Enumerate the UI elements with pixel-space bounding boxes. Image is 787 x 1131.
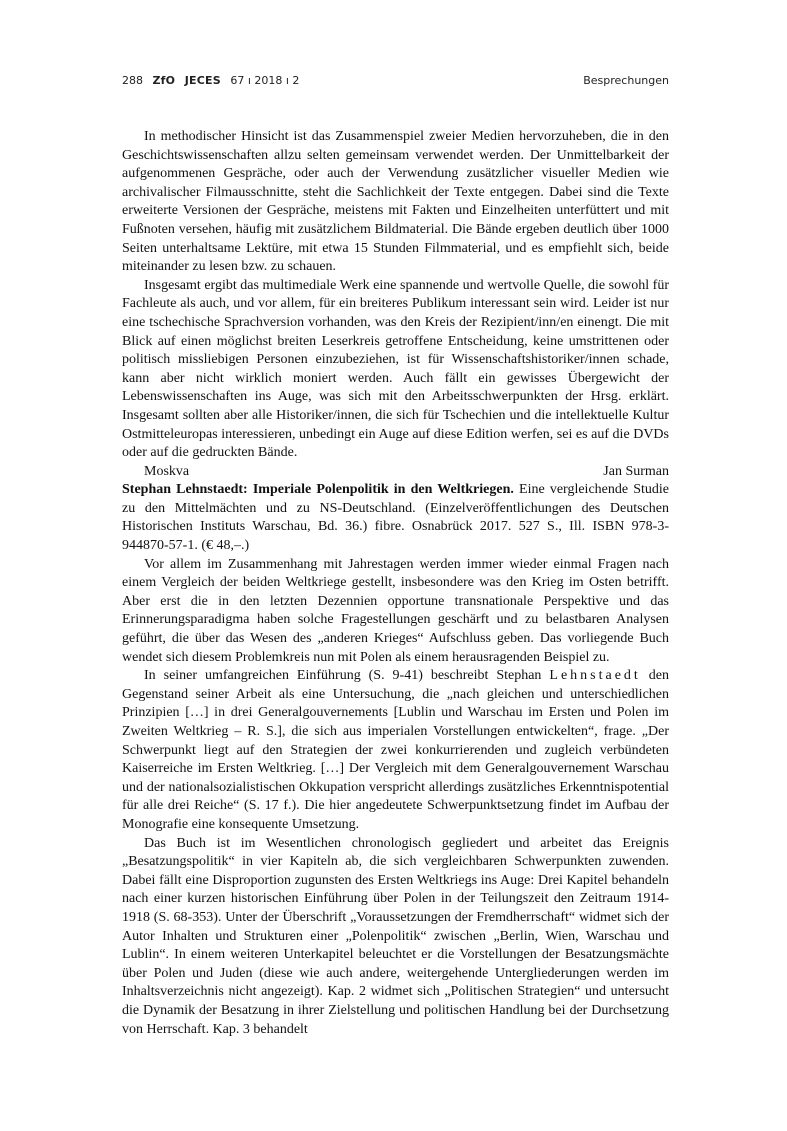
review2-book-details: Eine vergleichende Studie zu den Mittelmächten und zu NS-Deutschland. (Einzelveröffentlichungen des Deutschen Historischen Instituts Warschau, Bd. 36.) fibre. Osnabrück 2017. 527 S., Ill. ISBN 978-3-944870-57-1. (€ 48,–.): [122, 482, 669, 554]
review1-paragraph: Insgesamt ergibt das multimediale Werk eine spannende und wertvolle Quelle, die sowohl für Fachleute als auch, und vor allem, für ein breiteres Publikum interessant sein wird. Leider ist nur eine tschechische Sprachversion vorhanden, was den Kreis der Rezipient/inn/en einengt. Die mit Blick auf einen möglichst breiten Leserkreis getroffene Entscheidung, keine umstrittenen oder politisch missliebigen Personen einzubeziehen, ist für Wissenschaftshistoriker/innen schade, kann aber nicht wirklich moniert werden. Auch fällt ein gewisses Übergewicht der Lebenswissenschaften ins Auge, was sich mit den Arbeitsschwerpunkten der Hrsg. erklärt. Insgesamt sollten aber alle Historiker/innen, die sich für Tschechien und die intellektuelle Kultur Ostmitteleuropas interessieren, unbedingt ein Auge auf diese Edition werfen, sei es auf die DVDs oder auf die gedruckten Bände.: [122, 277, 669, 461]
review2-paragraph2-pre: In seiner umfangreichen Einführung (S. 9-41) beschreibt Stephan: [144, 668, 550, 684]
review2-book-author: Stephan Lehnstaedt:: [122, 482, 248, 498]
page-number: 288: [122, 74, 143, 87]
review2-author-name: Lehnstaedt: [549, 668, 641, 684]
review2-paragraph: Das Buch ist im Wesentlichen chronologisch gegliedert und arbeitet das Ereignis „Besatzungspolitik“ in vier Kapiteln ab, die sich vergleichbaren Schwerpunkten zuwenden. Dabei fällt eine Disproportion zugunsten des Ersten Weltkriegs ins Auge: Drei Kapitel behandeln nach einer kurzen historischen Einführung über Polen in der Teilungszeit den Zeitraum 1914-1918 (S. 68-353). Unter der Überschrift „Voraussetzungen der Fremdherrschaft“ widmet sich der Autor Inhalten und Strukturen einer „Polenpolitik“ zwischen „Berlin, Wien, Warschau und Lublin“. In einem weiteren Unterkapitel beleuchtet er die Vorstellungen der Besatzungsmächte über Polen und Juden (diese wie auch andere, weitergehende Untergliederungen werden im Inhaltsverzeichnis nicht angezeigt). Kap. 2 widmet sich „Politischen Strategien“ und untersucht die Dynamik der Besatzung in ihrer Zielstellung und politischen Handlung bei der Durchsetzung von Herrschaft. Kap. 3 behandelt: [122, 835, 669, 1037]
journal-subtitle: JECES: [184, 74, 221, 87]
page-header: [122, 74, 669, 87]
section-title: Besprechungen: [583, 74, 669, 87]
review2-bibliography: [122, 481, 669, 555]
review2-paragraph2-post: den Gegenstand seiner Arbeit als eine Untersuchung, die „nach gleichen und unterschiedlichen Prinzipien […] in drei Generalgouvernements [Lublin und Warschau im Ersten und Polen im Zweiten Weltkrieg – R. S.], die sich aus imperialen Vorstellungen entwickelten“, frage. „Der Schwerpunkt liegt auf den Strategien der zwei konkurrierenden und zugleich verbündeten Kaiserreiche im Ersten Weltkrieg. […] Der Vergleich mit dem Generalgouvernement Warschau und der nationalsozialistischen Okkupation verspricht allerdings zusätzliches Erkenntnispotential für alle drei Reiche“ (S. 17 f.). Die hier angedeutete Schwerpunktsetzung findet im Aufbau der Monografie eine konsequente Umsetzung.: [122, 668, 669, 832]
review1-place: Moskva: [144, 463, 190, 479]
journal-name: ZfO: [152, 74, 176, 87]
review1-reviewer: Jan Surman: [603, 463, 669, 479]
review2-paragraph: Vor allem im Zusammenhang mit Jahrestagen werden immer wieder einmal Fragen nach einem Vergleich der beiden Weltkriege gestellt, insbesondere was den Krieg im Osten betrifft. Aber erst die in den letzten Dezennien opportune transnationale Perspektive und das Erinnerungsparadigma haben solche Fragestellungen geschärft und zu belastbaren Analysen geführt, die über das Wesen des „anderen Krieges“ Aufschluss geben. Das vorliegende Buch wendet sich diesem Problemkreis nun mit Polen als einem herausragenden Beispiel zu.: [122, 556, 669, 665]
review1-signature: [122, 463, 669, 482]
review1-paragraph: In methodischer Hinsicht ist das Zusammenspiel zweier Medien hervorzuheben, die in den Geschichtswissenschaften allzu selten gemeinsam verwendet werden. Der Unmittelbarkeit der aufgenommenen Gespräche, oder auch der Verwendung zusätzlicher visueller Medien wie archivalischer Filmausschnitte, steht die Sachlichkeit der Texte entgegen. Dabei sind die Texte erweiterte Versionen der Gespräche, meistens mit Fakten und Einzelheiten unterfüttert und mit Fußnoten versehen, häufig mit zusätzlichem Bildmaterial. Die Bände ergeben deutlich über 1000 Seiten unterhaltsame Lektüre, mit etwa 15 Stunden Filmmaterial, und es empfiehlt sich, beide miteinander zu lesen bzw. zu schauen.: [122, 129, 669, 275]
header-left: [122, 74, 305, 87]
review2-paragraph: [122, 667, 669, 834]
review2-book-title: Imperiale Polenpolitik in den Weltkriegen.: [252, 482, 514, 498]
volume-issue: 67 ı 2018 ı 2: [230, 74, 300, 87]
page-content: [122, 128, 669, 1039]
